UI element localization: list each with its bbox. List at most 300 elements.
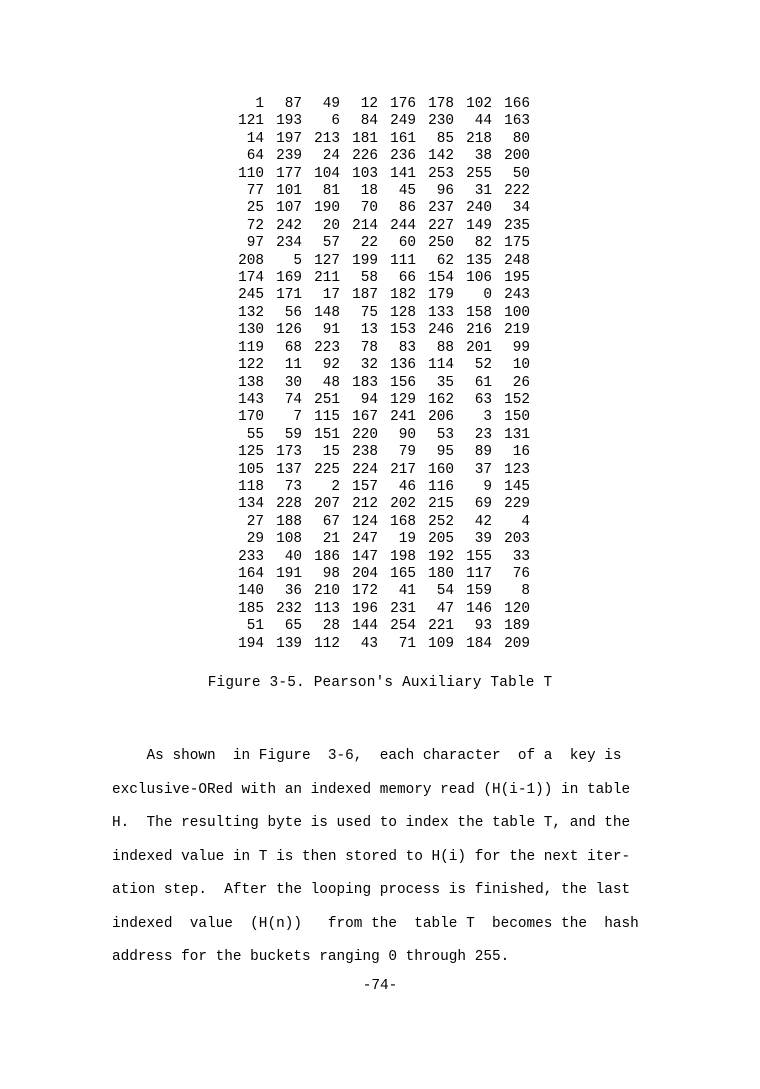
table-cell: 134 bbox=[238, 496, 264, 513]
table-cell: 241 bbox=[390, 409, 416, 426]
table-cell: 5 bbox=[293, 252, 302, 269]
table-cell: 233 bbox=[238, 548, 264, 565]
table-row bbox=[230, 618, 530, 635]
table-cell: 27 bbox=[246, 513, 264, 530]
table-cell: 9 bbox=[483, 478, 492, 495]
table-row bbox=[230, 444, 530, 461]
table-cell: 189 bbox=[504, 618, 530, 635]
table-cell: 102 bbox=[466, 96, 492, 112]
table-cell: 14 bbox=[246, 130, 264, 147]
table-cell: 180 bbox=[428, 565, 454, 582]
table-cell: 179 bbox=[428, 287, 454, 304]
table-cell: 220 bbox=[352, 426, 378, 443]
page-number: -74- bbox=[362, 978, 398, 994]
table-cell: 231 bbox=[390, 600, 416, 617]
table-cell: 54 bbox=[436, 583, 454, 600]
table-cell: 166 bbox=[504, 96, 530, 112]
table-cell: 74 bbox=[284, 391, 302, 408]
table-cell: 10 bbox=[512, 357, 530, 374]
table-cell: 247 bbox=[352, 531, 378, 548]
table-cell: 83 bbox=[398, 339, 416, 356]
auxiliary-table-rows bbox=[230, 96, 530, 653]
table-cell: 70 bbox=[360, 200, 378, 217]
table-cell: 242 bbox=[276, 217, 302, 234]
table-cell: 208 bbox=[238, 252, 264, 269]
table-cell: 173 bbox=[276, 444, 302, 461]
table-cell: 98 bbox=[322, 565, 340, 582]
table-cell: 34 bbox=[512, 200, 530, 217]
table-cell: 107 bbox=[276, 200, 302, 217]
table-cell: 138 bbox=[238, 374, 264, 391]
table-cell: 41 bbox=[398, 583, 416, 600]
table-cell: 158 bbox=[466, 304, 492, 321]
table-cell: 128 bbox=[390, 304, 416, 321]
table-cell: 81 bbox=[322, 183, 340, 200]
table-cell: 226 bbox=[352, 148, 378, 165]
table-cell: 45 bbox=[398, 183, 416, 200]
table-cell: 244 bbox=[390, 217, 416, 234]
table-cell: 47 bbox=[436, 600, 454, 617]
table-cell: 154 bbox=[428, 270, 454, 287]
table-cell: 87 bbox=[284, 96, 302, 112]
table-cell: 114 bbox=[428, 357, 454, 374]
table-row bbox=[230, 531, 530, 548]
table-cell: 229 bbox=[504, 496, 530, 513]
table-cell: 176 bbox=[390, 96, 416, 112]
table-cell: 71 bbox=[398, 635, 416, 652]
table-cell: 96 bbox=[436, 183, 454, 200]
table-cell: 43 bbox=[360, 635, 378, 652]
table-cell: 119 bbox=[238, 339, 264, 356]
table-cell: 108 bbox=[276, 531, 302, 548]
table-cell: 11 bbox=[284, 357, 302, 374]
table-cell: 38 bbox=[474, 148, 492, 165]
table-cell: 203 bbox=[504, 531, 530, 548]
table-cell: 18 bbox=[360, 183, 378, 200]
table-cell: 197 bbox=[276, 130, 302, 147]
table-cell: 124 bbox=[352, 513, 378, 530]
table-cell: 28 bbox=[322, 618, 340, 635]
table-cell: 113 bbox=[314, 600, 340, 617]
table-cell: 127 bbox=[314, 252, 340, 269]
table-cell: 246 bbox=[428, 322, 454, 339]
table-cell: 84 bbox=[360, 113, 378, 130]
table-cell: 29 bbox=[246, 531, 264, 548]
table-cell: 3 bbox=[483, 409, 492, 426]
table-cell: 26 bbox=[512, 374, 530, 391]
table-cell: 23 bbox=[474, 426, 492, 443]
table-cell: 78 bbox=[360, 339, 378, 356]
table-row bbox=[230, 113, 530, 130]
table-cell: 151 bbox=[314, 426, 340, 443]
table-cell: 178 bbox=[428, 96, 454, 112]
table-cell: 222 bbox=[504, 183, 530, 200]
table-cell: 221 bbox=[428, 618, 454, 635]
table-cell: 123 bbox=[504, 461, 530, 478]
table-cell: 239 bbox=[276, 148, 302, 165]
table-cell: 135 bbox=[466, 252, 492, 269]
table-cell: 216 bbox=[466, 322, 492, 339]
table-cell: 249 bbox=[390, 113, 416, 130]
table-row bbox=[230, 409, 530, 426]
table-row bbox=[230, 200, 530, 217]
table-cell: 254 bbox=[390, 618, 416, 635]
table-cell: 209 bbox=[504, 635, 530, 652]
table-cell: 92 bbox=[322, 357, 340, 374]
table-cell: 24 bbox=[322, 148, 340, 165]
table-cell: 182 bbox=[390, 287, 416, 304]
table-cell: 171 bbox=[276, 287, 302, 304]
table-cell: 117 bbox=[466, 565, 492, 582]
table-cell: 22 bbox=[360, 235, 378, 252]
table-cell: 125 bbox=[238, 444, 264, 461]
table-cell: 130 bbox=[238, 322, 264, 339]
table-cell: 205 bbox=[428, 531, 454, 548]
table-cell: 69 bbox=[474, 496, 492, 513]
table-cell: 148 bbox=[314, 304, 340, 321]
table-cell: 184 bbox=[466, 635, 492, 652]
table-cell: 186 bbox=[314, 548, 340, 565]
table-cell: 30 bbox=[284, 374, 302, 391]
table-row bbox=[230, 496, 530, 513]
table-row bbox=[230, 96, 530, 113]
table-cell: 227 bbox=[428, 217, 454, 234]
table-cell: 204 bbox=[352, 565, 378, 582]
table-cell: 168 bbox=[390, 513, 416, 530]
table-cell: 192 bbox=[428, 548, 454, 565]
table-cell: 195 bbox=[504, 270, 530, 287]
table-cell: 75 bbox=[360, 304, 378, 321]
table-cell: 48 bbox=[322, 374, 340, 391]
table-cell: 99 bbox=[512, 339, 530, 356]
table-row bbox=[230, 270, 530, 287]
table-cell: 183 bbox=[352, 374, 378, 391]
table-cell: 185 bbox=[238, 600, 264, 617]
figure-caption: Figure 3-5. Pearson's Auxiliary Table T bbox=[207, 675, 553, 691]
table-cell: 218 bbox=[466, 130, 492, 147]
table-cell: 60 bbox=[398, 235, 416, 252]
table-row bbox=[230, 340, 530, 357]
table-cell: 191 bbox=[276, 565, 302, 582]
table-cell: 243 bbox=[504, 287, 530, 304]
table-cell: 163 bbox=[504, 113, 530, 130]
body-line: H. The resulting byte is used to index the table T, and the bbox=[112, 815, 631, 831]
table-cell: 82 bbox=[474, 235, 492, 252]
table-cell: 66 bbox=[398, 270, 416, 287]
table-cell: 77 bbox=[246, 183, 264, 200]
table-cell: 0 bbox=[483, 287, 492, 304]
table-cell: 177 bbox=[276, 165, 302, 182]
table-cell: 120 bbox=[504, 600, 530, 617]
table-cell: 212 bbox=[352, 496, 378, 513]
table-cell: 213 bbox=[314, 130, 340, 147]
table-cell: 2 bbox=[331, 478, 340, 495]
table-cell: 94 bbox=[360, 391, 378, 408]
table-cell: 174 bbox=[238, 270, 264, 287]
table-cell: 170 bbox=[238, 409, 264, 426]
table-cell: 39 bbox=[474, 531, 492, 548]
table-cell: 253 bbox=[428, 165, 454, 182]
table-cell: 235 bbox=[504, 217, 530, 234]
table-cell: 144 bbox=[352, 618, 378, 635]
table-cell: 217 bbox=[390, 461, 416, 478]
body-line: ation step. After the looping process is finished, the last bbox=[112, 882, 631, 898]
table-cell: 200 bbox=[504, 148, 530, 165]
table-cell: 153 bbox=[390, 322, 416, 339]
table-cell: 193 bbox=[276, 113, 302, 130]
table-cell: 112 bbox=[314, 635, 340, 652]
table-cell: 147 bbox=[352, 548, 378, 565]
table-cell: 175 bbox=[504, 235, 530, 252]
table-cell: 36 bbox=[284, 583, 302, 600]
table-cell: 199 bbox=[352, 252, 378, 269]
auxiliary-table-figure bbox=[0, 96, 760, 653]
table-cell: 141 bbox=[390, 165, 416, 182]
table-row bbox=[230, 392, 530, 409]
table-cell: 156 bbox=[390, 374, 416, 391]
body-line: address for the buckets ranging 0 through 255. bbox=[112, 949, 510, 965]
table-cell: 19 bbox=[398, 531, 416, 548]
table-row bbox=[230, 566, 530, 583]
table-cell: 165 bbox=[390, 565, 416, 582]
table-row bbox=[230, 479, 530, 496]
table-cell: 33 bbox=[512, 548, 530, 565]
table-cell: 140 bbox=[238, 583, 264, 600]
table-cell: 46 bbox=[398, 478, 416, 495]
table-cell: 59 bbox=[284, 426, 302, 443]
table-cell: 20 bbox=[322, 217, 340, 234]
table-cell: 85 bbox=[436, 130, 454, 147]
table-cell: 236 bbox=[390, 148, 416, 165]
table-row bbox=[230, 218, 530, 235]
table-cell: 167 bbox=[352, 409, 378, 426]
table-row bbox=[230, 375, 530, 392]
table-cell: 25 bbox=[246, 200, 264, 217]
table-cell: 238 bbox=[352, 444, 378, 461]
table-cell: 137 bbox=[276, 461, 302, 478]
table-cell: 51 bbox=[246, 618, 264, 635]
table-cell: 172 bbox=[352, 583, 378, 600]
table-cell: 17 bbox=[322, 287, 340, 304]
table-cell: 202 bbox=[390, 496, 416, 513]
table-cell: 32 bbox=[360, 357, 378, 374]
table-cell: 157 bbox=[352, 478, 378, 495]
table-row bbox=[230, 583, 530, 600]
table-cell: 64 bbox=[246, 148, 264, 165]
table-cell: 118 bbox=[238, 478, 264, 495]
table-cell: 91 bbox=[322, 322, 340, 339]
table-cell: 63 bbox=[474, 391, 492, 408]
table-cell: 143 bbox=[238, 391, 264, 408]
table-cell: 136 bbox=[390, 357, 416, 374]
table-cell: 207 bbox=[314, 496, 340, 513]
table-cell: 31 bbox=[474, 183, 492, 200]
table-cell: 245 bbox=[238, 287, 264, 304]
table-cell: 187 bbox=[352, 287, 378, 304]
table-cell: 133 bbox=[428, 304, 454, 321]
table-row bbox=[230, 131, 530, 148]
table-cell: 86 bbox=[398, 200, 416, 217]
table-cell: 16 bbox=[512, 444, 530, 461]
table-cell: 196 bbox=[352, 600, 378, 617]
table-row bbox=[230, 636, 530, 653]
table-cell: 215 bbox=[428, 496, 454, 513]
table-cell: 68 bbox=[284, 339, 302, 356]
table-cell: 55 bbox=[246, 426, 264, 443]
table-cell: 62 bbox=[436, 252, 454, 269]
table-cell: 65 bbox=[284, 618, 302, 635]
table-row bbox=[230, 357, 530, 374]
table-cell: 57 bbox=[322, 235, 340, 252]
table-cell: 162 bbox=[428, 391, 454, 408]
table-cell: 139 bbox=[276, 635, 302, 652]
table-row bbox=[230, 253, 530, 270]
body-line: indexed value in T is then stored to H(i) for the next iter- bbox=[112, 848, 631, 865]
table-cell: 101 bbox=[276, 183, 302, 200]
table-cell: 37 bbox=[474, 461, 492, 478]
table-cell: 150 bbox=[504, 409, 530, 426]
table-cell: 73 bbox=[284, 478, 302, 495]
table-cell: 211 bbox=[314, 270, 340, 287]
table-cell: 106 bbox=[466, 270, 492, 287]
table-cell: 255 bbox=[466, 165, 492, 182]
table-row bbox=[230, 166, 530, 183]
table-cell: 56 bbox=[284, 304, 302, 321]
table-cell: 232 bbox=[276, 600, 302, 617]
table-cell: 80 bbox=[512, 130, 530, 147]
table-cell: 95 bbox=[436, 444, 454, 461]
table-cell: 61 bbox=[474, 374, 492, 391]
table-cell: 76 bbox=[512, 565, 530, 582]
table-cell: 15 bbox=[322, 444, 340, 461]
table-cell: 40 bbox=[284, 548, 302, 565]
table-cell: 129 bbox=[390, 391, 416, 408]
table-cell: 88 bbox=[436, 339, 454, 356]
table-row bbox=[230, 549, 530, 566]
table-cell: 35 bbox=[436, 374, 454, 391]
table-cell: 145 bbox=[504, 478, 530, 495]
table-cell: 50 bbox=[512, 165, 530, 182]
table-cell: 1 bbox=[255, 96, 264, 112]
table-cell: 201 bbox=[466, 339, 492, 356]
table-cell: 103 bbox=[352, 165, 378, 182]
table-cell: 93 bbox=[474, 618, 492, 635]
table-cell: 90 bbox=[398, 426, 416, 443]
table-cell: 228 bbox=[276, 496, 302, 513]
table-row bbox=[230, 322, 530, 339]
table-cell: 115 bbox=[314, 409, 340, 426]
table-cell: 224 bbox=[352, 461, 378, 478]
table-row bbox=[230, 462, 530, 479]
table-cell: 206 bbox=[428, 409, 454, 426]
table-cell: 190 bbox=[314, 200, 340, 217]
table-cell: 240 bbox=[466, 200, 492, 217]
body-paragraph bbox=[112, 740, 682, 975]
table-cell: 58 bbox=[360, 270, 378, 287]
table-cell: 223 bbox=[314, 339, 340, 356]
table-cell: 4 bbox=[521, 513, 530, 530]
table-cell: 67 bbox=[322, 513, 340, 530]
table-cell: 234 bbox=[276, 235, 302, 252]
body-line: exclusive-ORed with an indexed memory read (H(i-1)) in table bbox=[112, 781, 631, 798]
table-cell: 52 bbox=[474, 357, 492, 374]
table-cell: 97 bbox=[246, 235, 264, 252]
table-row bbox=[230, 183, 530, 200]
table-cell: 122 bbox=[238, 357, 264, 374]
table-cell: 111 bbox=[390, 252, 416, 269]
table-cell: 42 bbox=[474, 513, 492, 530]
table-cell: 126 bbox=[276, 322, 302, 339]
table-cell: 53 bbox=[436, 426, 454, 443]
table-cell: 13 bbox=[360, 322, 378, 339]
table-cell: 146 bbox=[466, 600, 492, 617]
table-cell: 181 bbox=[352, 130, 378, 147]
table-cell: 72 bbox=[246, 217, 264, 234]
table-cell: 248 bbox=[504, 252, 530, 269]
table-cell: 109 bbox=[428, 635, 454, 652]
body-line: As shown in Figure 3-6, each character of a key is bbox=[112, 748, 622, 764]
table-cell: 251 bbox=[314, 391, 340, 408]
table-cell: 21 bbox=[322, 531, 340, 548]
table-cell: 161 bbox=[390, 130, 416, 147]
table-row bbox=[230, 235, 530, 252]
table-cell: 152 bbox=[504, 391, 530, 408]
table-cell: 121 bbox=[238, 113, 264, 130]
table-cell: 104 bbox=[314, 165, 340, 182]
table-cell: 155 bbox=[466, 548, 492, 565]
table-cell: 6 bbox=[331, 113, 340, 130]
table-cell: 131 bbox=[504, 426, 530, 443]
table-cell: 198 bbox=[390, 548, 416, 565]
table-cell: 44 bbox=[474, 113, 492, 130]
table-cell: 100 bbox=[504, 304, 530, 321]
table-cell: 7 bbox=[293, 409, 302, 426]
table-row bbox=[230, 287, 530, 304]
table-cell: 149 bbox=[466, 217, 492, 234]
table-cell: 160 bbox=[428, 461, 454, 478]
table-cell: 105 bbox=[238, 461, 264, 478]
table-cell: 210 bbox=[314, 583, 340, 600]
table-cell: 188 bbox=[276, 513, 302, 530]
body-line: indexed value (H(n)) from the table T becomes the hash bbox=[112, 915, 639, 932]
table-cell: 237 bbox=[428, 200, 454, 217]
table-cell: 169 bbox=[276, 270, 302, 287]
table-cell: 116 bbox=[428, 478, 454, 495]
table-cell: 142 bbox=[428, 148, 454, 165]
table-cell: 164 bbox=[238, 565, 264, 582]
table-cell: 214 bbox=[352, 217, 378, 234]
table-cell: 12 bbox=[360, 96, 378, 112]
table-cell: 132 bbox=[238, 304, 264, 321]
table-cell: 194 bbox=[238, 635, 264, 652]
table-row bbox=[230, 514, 530, 531]
table-row bbox=[230, 427, 530, 444]
table-row bbox=[230, 148, 530, 165]
table-cell: 159 bbox=[466, 583, 492, 600]
table-cell: 79 bbox=[398, 444, 416, 461]
table-cell: 225 bbox=[314, 461, 340, 478]
table-cell: 252 bbox=[428, 513, 454, 530]
table-row bbox=[230, 305, 530, 322]
table-cell: 49 bbox=[322, 96, 340, 112]
table-cell: 219 bbox=[504, 322, 530, 339]
table-cell: 89 bbox=[474, 444, 492, 461]
table-cell: 230 bbox=[428, 113, 454, 130]
table-row bbox=[230, 601, 530, 618]
table-cell: 8 bbox=[521, 583, 530, 600]
table-cell: 110 bbox=[238, 165, 264, 182]
table-cell: 250 bbox=[428, 235, 454, 252]
